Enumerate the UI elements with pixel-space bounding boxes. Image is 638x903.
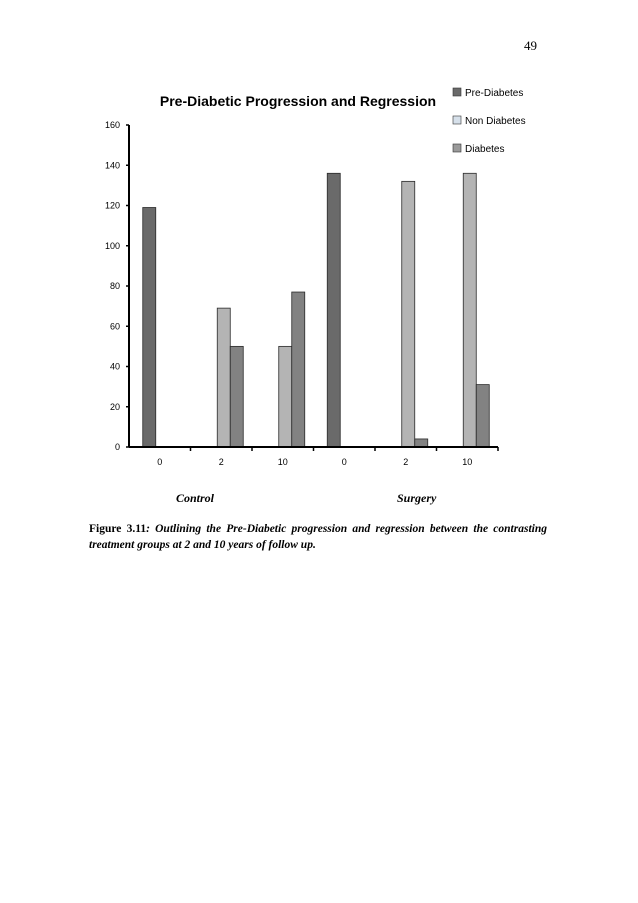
x-tick-label: 2	[403, 457, 409, 467]
y-tick-label: 0	[114, 442, 120, 452]
x-tick-label: 10	[462, 457, 473, 467]
bar-diabetes-5	[476, 385, 489, 447]
y-tick-label: 60	[109, 321, 120, 332]
x-tick-label: 0	[341, 457, 347, 467]
chart-title: Pre-Diabetic Progression and Regression	[159, 93, 437, 109]
y-tick-label: 80	[109, 281, 120, 291]
bar-non-diabetes-4	[402, 181, 415, 447]
caption-text: : Outlining the Pre-Diabetic progression and regression between the contrasting treatment groups at 2 and 10 years of follow up.	[89, 523, 547, 551]
x-tick-label: 10	[277, 457, 288, 467]
y-tick-label: 40	[109, 361, 120, 372]
x-tick-label: 2	[218, 457, 224, 467]
y-tick-label: 120	[104, 200, 120, 211]
bar-pre-diabetes-0	[143, 208, 156, 447]
bar-diabetes-4	[415, 439, 428, 447]
legend-swatch-non-diabetes	[453, 116, 461, 124]
y-tick-label: 100	[104, 240, 120, 251]
x-tick-labels	[157, 447, 498, 467]
group-label-control: Control	[176, 491, 215, 505]
caption-figure-label: Figure 3.11	[89, 523, 147, 535]
bar-non-diabetes-2	[279, 346, 292, 447]
axes-layer	[129, 125, 498, 447]
page-number: 49	[524, 38, 537, 53]
y-tick-label: 160	[104, 120, 120, 130]
y-tick-label: 140	[104, 160, 120, 171]
y-tick-labels	[105, 120, 129, 452]
bar-non-diabetes-5	[463, 173, 476, 447]
bar-pre-diabetes-3	[327, 173, 340, 447]
legend-swatch-pre-diabetes	[453, 88, 461, 96]
legend-swatch-diabetes	[453, 144, 461, 152]
legend-label-pre-diabetes: Pre-Diabetes	[465, 88, 524, 99]
legend-label-diabetes: Diabetes	[465, 144, 505, 155]
bars-layer	[143, 173, 490, 447]
y-tick-label: 20	[109, 401, 120, 412]
legend	[453, 88, 526, 155]
bar-diabetes-1	[230, 346, 243, 447]
bar-non-diabetes-1	[217, 308, 230, 447]
x-tick-label: 0	[157, 457, 163, 467]
figure-caption	[89, 521, 547, 553]
group-label-surgery: Surgery	[397, 491, 437, 505]
legend-label-non-diabetes: Non Diabetes	[465, 116, 526, 127]
bar-diabetes-2	[292, 292, 305, 447]
